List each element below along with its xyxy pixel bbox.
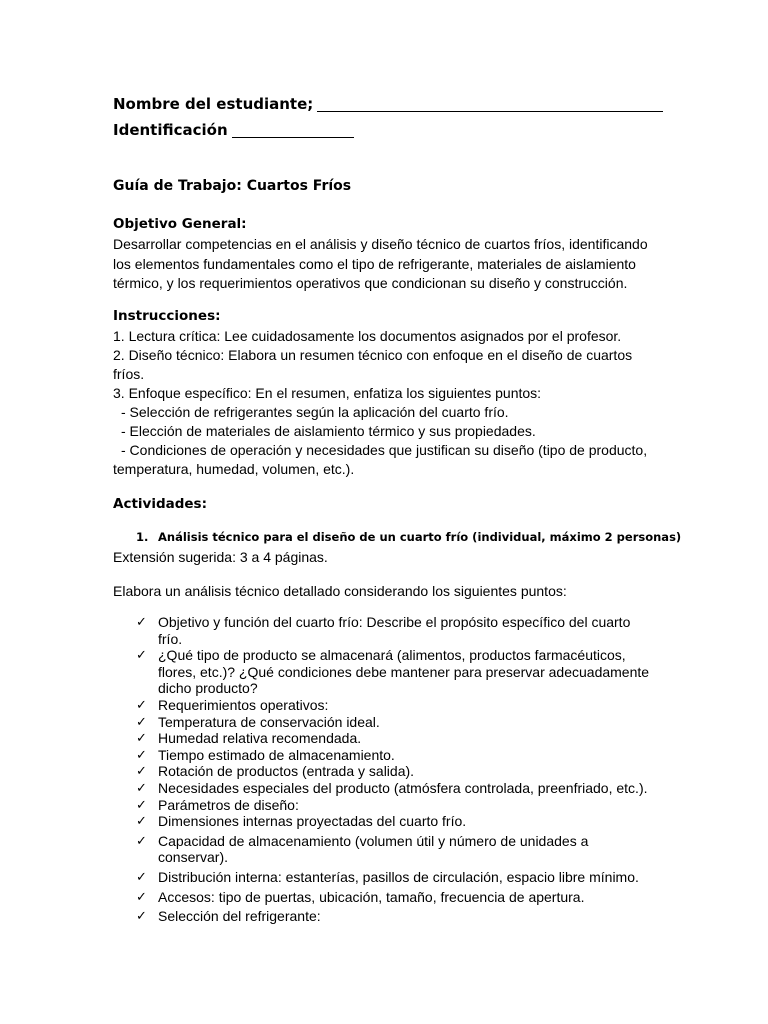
checklist-item: ✓ Parámetros de diseño: (136, 796, 299, 813)
student-name-blank[interactable] (317, 95, 663, 112)
check-icon: ✓ (136, 796, 147, 812)
checklist-item: ✓ Rotación de productos (entrada y salida). (136, 763, 415, 780)
instruction-line: 1. Lectura crítica: Lee cuidadosamente los documentos asignados por el profesor. (113, 328, 622, 344)
objective-line: Desarrollar competencias en el análisis y diseño técnico de cuartos fríos, identificando (113, 236, 648, 252)
check-icon: ✓ (136, 746, 147, 762)
check-icon: ✓ (136, 908, 147, 924)
objective-heading: Objetivo General: (113, 216, 247, 232)
instructions-heading: Instrucciones: (113, 308, 221, 324)
identification-field (113, 121, 354, 139)
student-name-label: Nombre del estudiante; (113, 95, 314, 113)
checklist-item: ✓ Necesidades especiales del producto (atmósfera controlada, preenfriado, etc.). (136, 779, 648, 796)
identification-label: Identificación (113, 121, 228, 139)
checklist-item: ✓ Humedad relativa recomendada. (136, 730, 362, 747)
checklist-item: ✓ ¿Qué tipo de producto se almacenará (alimentos, productos farmacéuticos, flores, etc.)? ¿Qué condiciones debe mantener para preservar adecuadamente dicho producto? (136, 647, 650, 697)
instructions-text (113, 327, 658, 479)
instruction-line: 2. Diseño técnico: Elabora un resumen técnico con enfoque en el diseño de cuartos (113, 347, 633, 363)
check-icon: ✓ (136, 614, 147, 629)
check-icon: ✓ (136, 763, 147, 779)
check-icon: ✓ (136, 779, 147, 795)
instruction-subpoint: - Condiciones de operación y necesidades que justifican su diseño (tipo de producto, (121, 442, 648, 458)
objective-text (113, 235, 658, 294)
check-icon: ✓ (136, 713, 147, 729)
checklist-item: ✓ Requerimientos operativos: (136, 696, 329, 713)
instruction-subpoint: - Selección de refrigerantes según la aplicación del cuarto frío. (121, 404, 509, 420)
check-icon: ✓ (136, 813, 147, 829)
guide-title: Guía de Trabajo: Cuartos Fríos (113, 178, 352, 194)
check-icon: ✓ (136, 832, 147, 848)
checklist-item: ✓ Tiempo estimado de almacenamiento. (136, 746, 395, 763)
checklist-item: ✓ Capacidad de almacenamiento (volumen útil y número de unidades a conservar). (136, 832, 589, 866)
check-icon: ✓ (136, 730, 147, 746)
activity-item-1 (136, 530, 681, 544)
check-icon: ✓ (136, 647, 147, 663)
check-icon: ✓ (136, 868, 147, 884)
checklist-item: ✓ Selección del refrigerante: (136, 908, 321, 925)
identification-blank[interactable] (232, 121, 354, 138)
instruction-line: 3. Enfoque específico: En el resumen, enfatiza los siguientes puntos: (113, 385, 542, 401)
activity-number: 1. (136, 530, 149, 544)
activities-heading: Actividades: (113, 496, 207, 512)
instruction-subpoint: - Elección de materiales de aislamiento térmico y sus propiedades. (121, 423, 536, 439)
checklist-item: ✓ Distribución interna: estanterías, pasillos de circulación, espacio libre mínimo. (136, 868, 639, 885)
checklist-item: ✓ Accesos: tipo de puertas, ubicación, tamaño, frecuencia de apertura. (136, 888, 585, 905)
activity-title: Análisis técnico para el diseño de un cuarto frío (individual, máximo 2 personas) (158, 530, 682, 544)
objective-line: térmico, y los requerimientos operativos que condicionan su diseño y construcción. (113, 275, 628, 291)
activity-extension: Extensión sugerida: 3 a 4 páginas. (113, 549, 328, 565)
objective-line: los elementos fundamentales como el tipo de refrigerante, materiales de aislamiento (113, 255, 636, 272)
checklist-item: ✓ Dimensiones internas proyectadas del cuarto frío. (136, 813, 467, 830)
checklist-item: ✓ Objetivo y función del cuarto frío: Describe el propósito específico del cuarto frío. (136, 614, 631, 647)
check-icon: ✓ (136, 888, 147, 904)
check-icon: ✓ (136, 696, 147, 712)
student-name-field (113, 95, 663, 113)
checklist-item: ✓ Temperatura de conservación ideal. (136, 713, 380, 730)
instruction-line: fríos. (113, 366, 145, 382)
instruction-line: temperatura, humedad, volumen, etc.). (113, 461, 355, 477)
activity-checklist (136, 614, 658, 925)
activity-intro: Elabora un análisis técnico detallado considerando los siguientes puntos: (113, 583, 567, 599)
